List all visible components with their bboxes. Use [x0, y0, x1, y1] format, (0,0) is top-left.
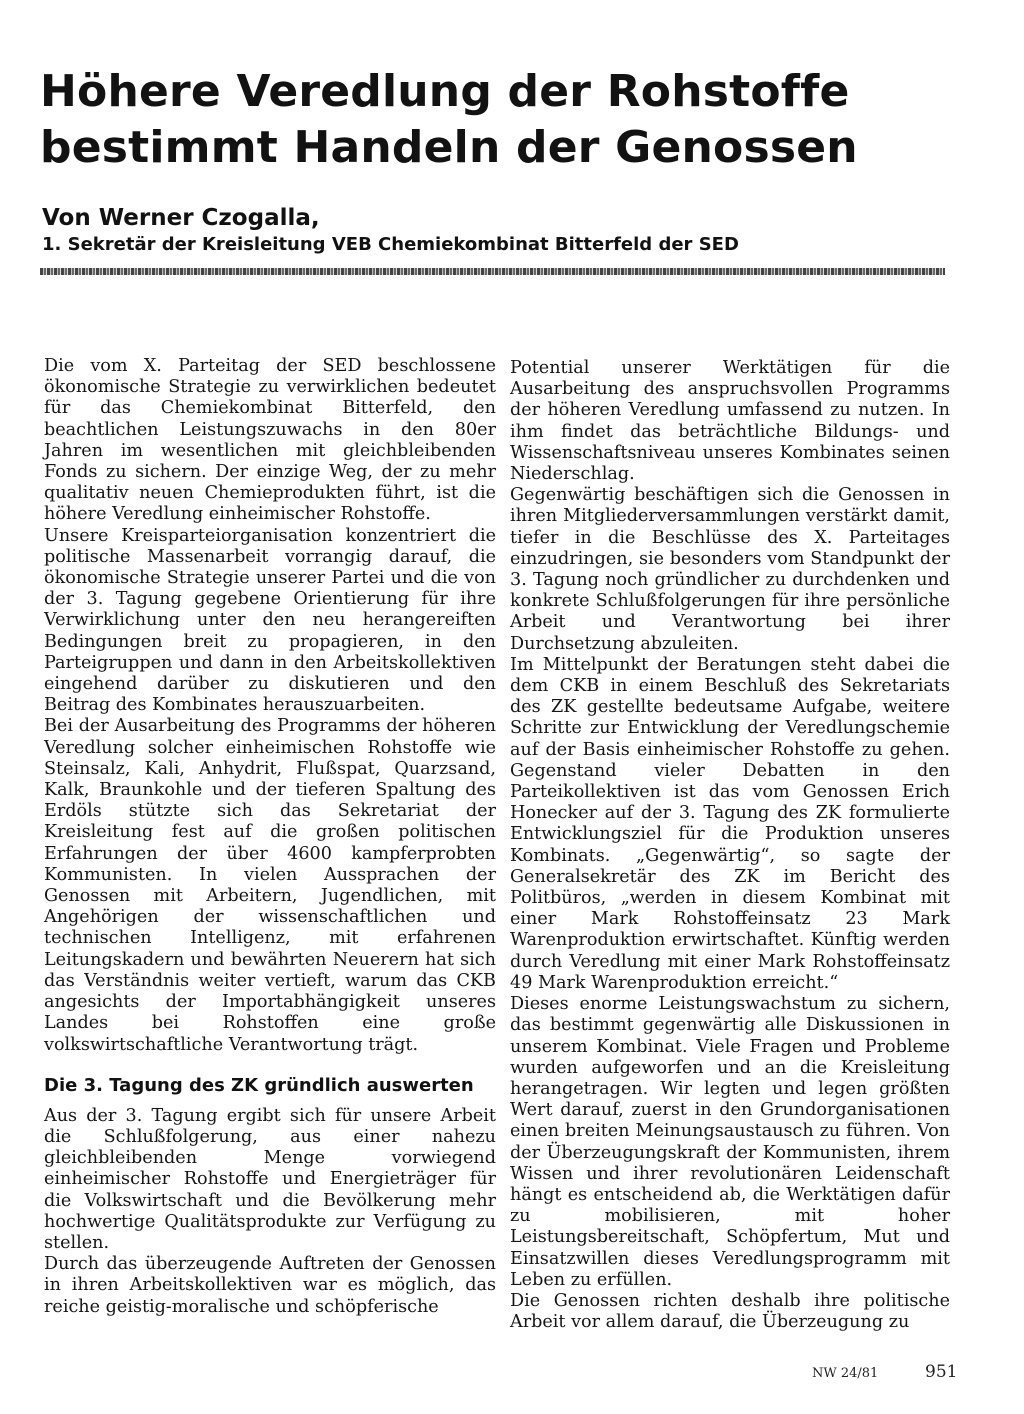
paragraph: Gegenwärtig beschäftigen sich die Genossen in ihren Mitgliederversammlungen verstärkt damit, tiefer in die Beschlüsse des X. Parteitages einzudringen, sie besonders vom Standpunkt der 3. Tagung noch gründlicher zu durchdenken und konkrete Schlußfolgerungen für ihre persönliche Arbeit und Verantwortung bei ihrer Durchsetzung abzuleiten.	[510, 485, 950, 654]
author-affiliation: 1. Sekretär der Kreisleitung VEB Chemiekombinat Bitterfeld der SED	[42, 234, 739, 255]
section-heading: Die 3. Tagung des ZK gründlich auswerten	[44, 1074, 474, 1096]
text-column-right	[510, 358, 950, 1333]
paragraph: Die Genossen richten deshalb ihre politische Arbeit vor allem darauf, die Überzeugung zu	[510, 1290, 950, 1333]
text-column-left	[44, 356, 496, 1318]
paragraph: Die vom X. Parteitag der SED beschlossene ökonomische Strategie zu verwirklichen bedeutet für das Chemiekombinat Bitterfeld, den beachtlichen Leistungszuwachs in den 80er Jahren im wesentlichen mit gleichbleibenden Fonds zu sichern. Der einzige Weg, der zu mehr qualitativ neuen Chemieprodukten führt, ist die höhere Veredlung einheimischer Rohstoffe.	[44, 356, 496, 525]
header-divider	[40, 268, 945, 275]
paragraph: Im Mittelpunkt der Beratungen steht dabei die dem CKB in einem Beschluß des Sekretariats des ZK gestellte bedeutsame Aufgabe, weitere Schritte zur Entwicklung der Veredlungschemie auf der Basis einheimischer Rohstoffe zu gehen. Gegenstand vieler Debatten in den Parteikollektiven ist das vom Genossen Erich Honecker auf der 3. Tagung des ZK formulierte Entwicklungsziel für die Produktion unseres Kombinats. „Gegenwärtig“, so sagte der Generalsekretär des ZK im Bericht des Politbüros, „werden in diesem Kombinat mit einer Mark Rohstoffeinsatz 23 Mark Warenproduktion erwirtschaftet. Künftig werden durch Veredlung mit einer Mark Rohstoffeinsatz 49 Mark Warenproduktion erreicht.“	[510, 654, 950, 993]
author-byline: Von Werner Czogalla,	[42, 205, 320, 231]
page-number: 951	[925, 1362, 958, 1382]
paragraph: Aus der 3. Tagung ergibt sich für unsere Arbeit die Schlußfolgerung, aus einer nahezu gleichbleibenden Menge vorwiegend einheimischer Rohstoffe und Energieträger für die Volkswirtschaft und die Bevölkerung mehr hochwertige Qualitätsprodukte zur Verfügung zu stellen.	[44, 1105, 496, 1253]
paragraph: Bei der Ausarbeitung des Programms der höheren Veredlung solcher einheimischen Rohstoffe wie Steinsalz, Kali, Anhydrit, Flußspat, Quarzsand, Kalk, Braunkohle und der tieferen Spaltung des Erdöls stützte sich das Sekretariat der Kreisleitung fest auf die großen politischen Erfahrungen der über 4600 kampferprobten Kommunisten. In vielen Aussprachen der Genossen mit Arbeitern, Jugendlichen, mit Angehörigen der wissenschaftlichen und technischen Intelligenz, mit erfahrenen Leitungskadern und bewährten Neuerern hat sich das Verständnis weiter vertieft, warum das CKB angesichts der Importabhängigkeit unseres Landes bei Rohstoffen eine große volkswirtschaftliche Verantwortung trägt.	[44, 716, 496, 1055]
paragraph: Durch das überzeugende Auftreten der Genossen in ihren Arbeitskollektiven war es möglich, das reiche geistig-moralische und schöpferische	[44, 1254, 496, 1317]
paragraph: Dieses enorme Leistungswachstum zu sichern, das bestimmt gegenwärtig alle Diskussionen in unserem Kombinat. Viele Fragen und Probleme wurden aufgeworfen und an die Kreisleitung herangetragen. Wir legten und legen größten Wert darauf, zuerst in den Grundorganisationen einen breiten Meinungsaustausch zu führen. Von der Überzeugungskraft der Kommunisten, ihrem Wissen und ihrer revolutionären Leidenschaft hängt es entscheidend ab, die Werktätigen dafür zu mobilisieren, mit hoher Leistungsbereitschaft, Schöpfertum, Mut und Einsatzwillen dieses Veredlungsprogramm mit Leben zu erfüllen.	[510, 994, 950, 1290]
article-title: Höhere Veredlung der Rohstoffe bestimmt Handeln der Genossen	[40, 66, 858, 173]
paragraph: Unsere Kreisparteiorganisation konzentriert die politische Massenarbeit vorrangig darauf, die ökonomische Strategie unserer Partei und die von der 3. Tagung gegebene Orientierung für ihre Verwirklichung unter den neu herangereiften Bedingungen breit zu propagieren, in den Parteigruppen und dann in den Arbeitskollektiven eingehend darüber zu diskutieren und den Beitrag des Kombinates herauszuarbeiten.	[44, 525, 496, 716]
paragraph: Potential unserer Werktätigen für die Ausarbeitung des anspruchsvollen Programms der höheren Veredlung umfassend zu nutzen. In ihm findet das beträchtliche Bildungs- und Wissenschaftsniveau unseres Kombinates seinen Niederschlag.	[510, 358, 950, 485]
publication-issue: NW 24/81	[812, 1366, 879, 1381]
